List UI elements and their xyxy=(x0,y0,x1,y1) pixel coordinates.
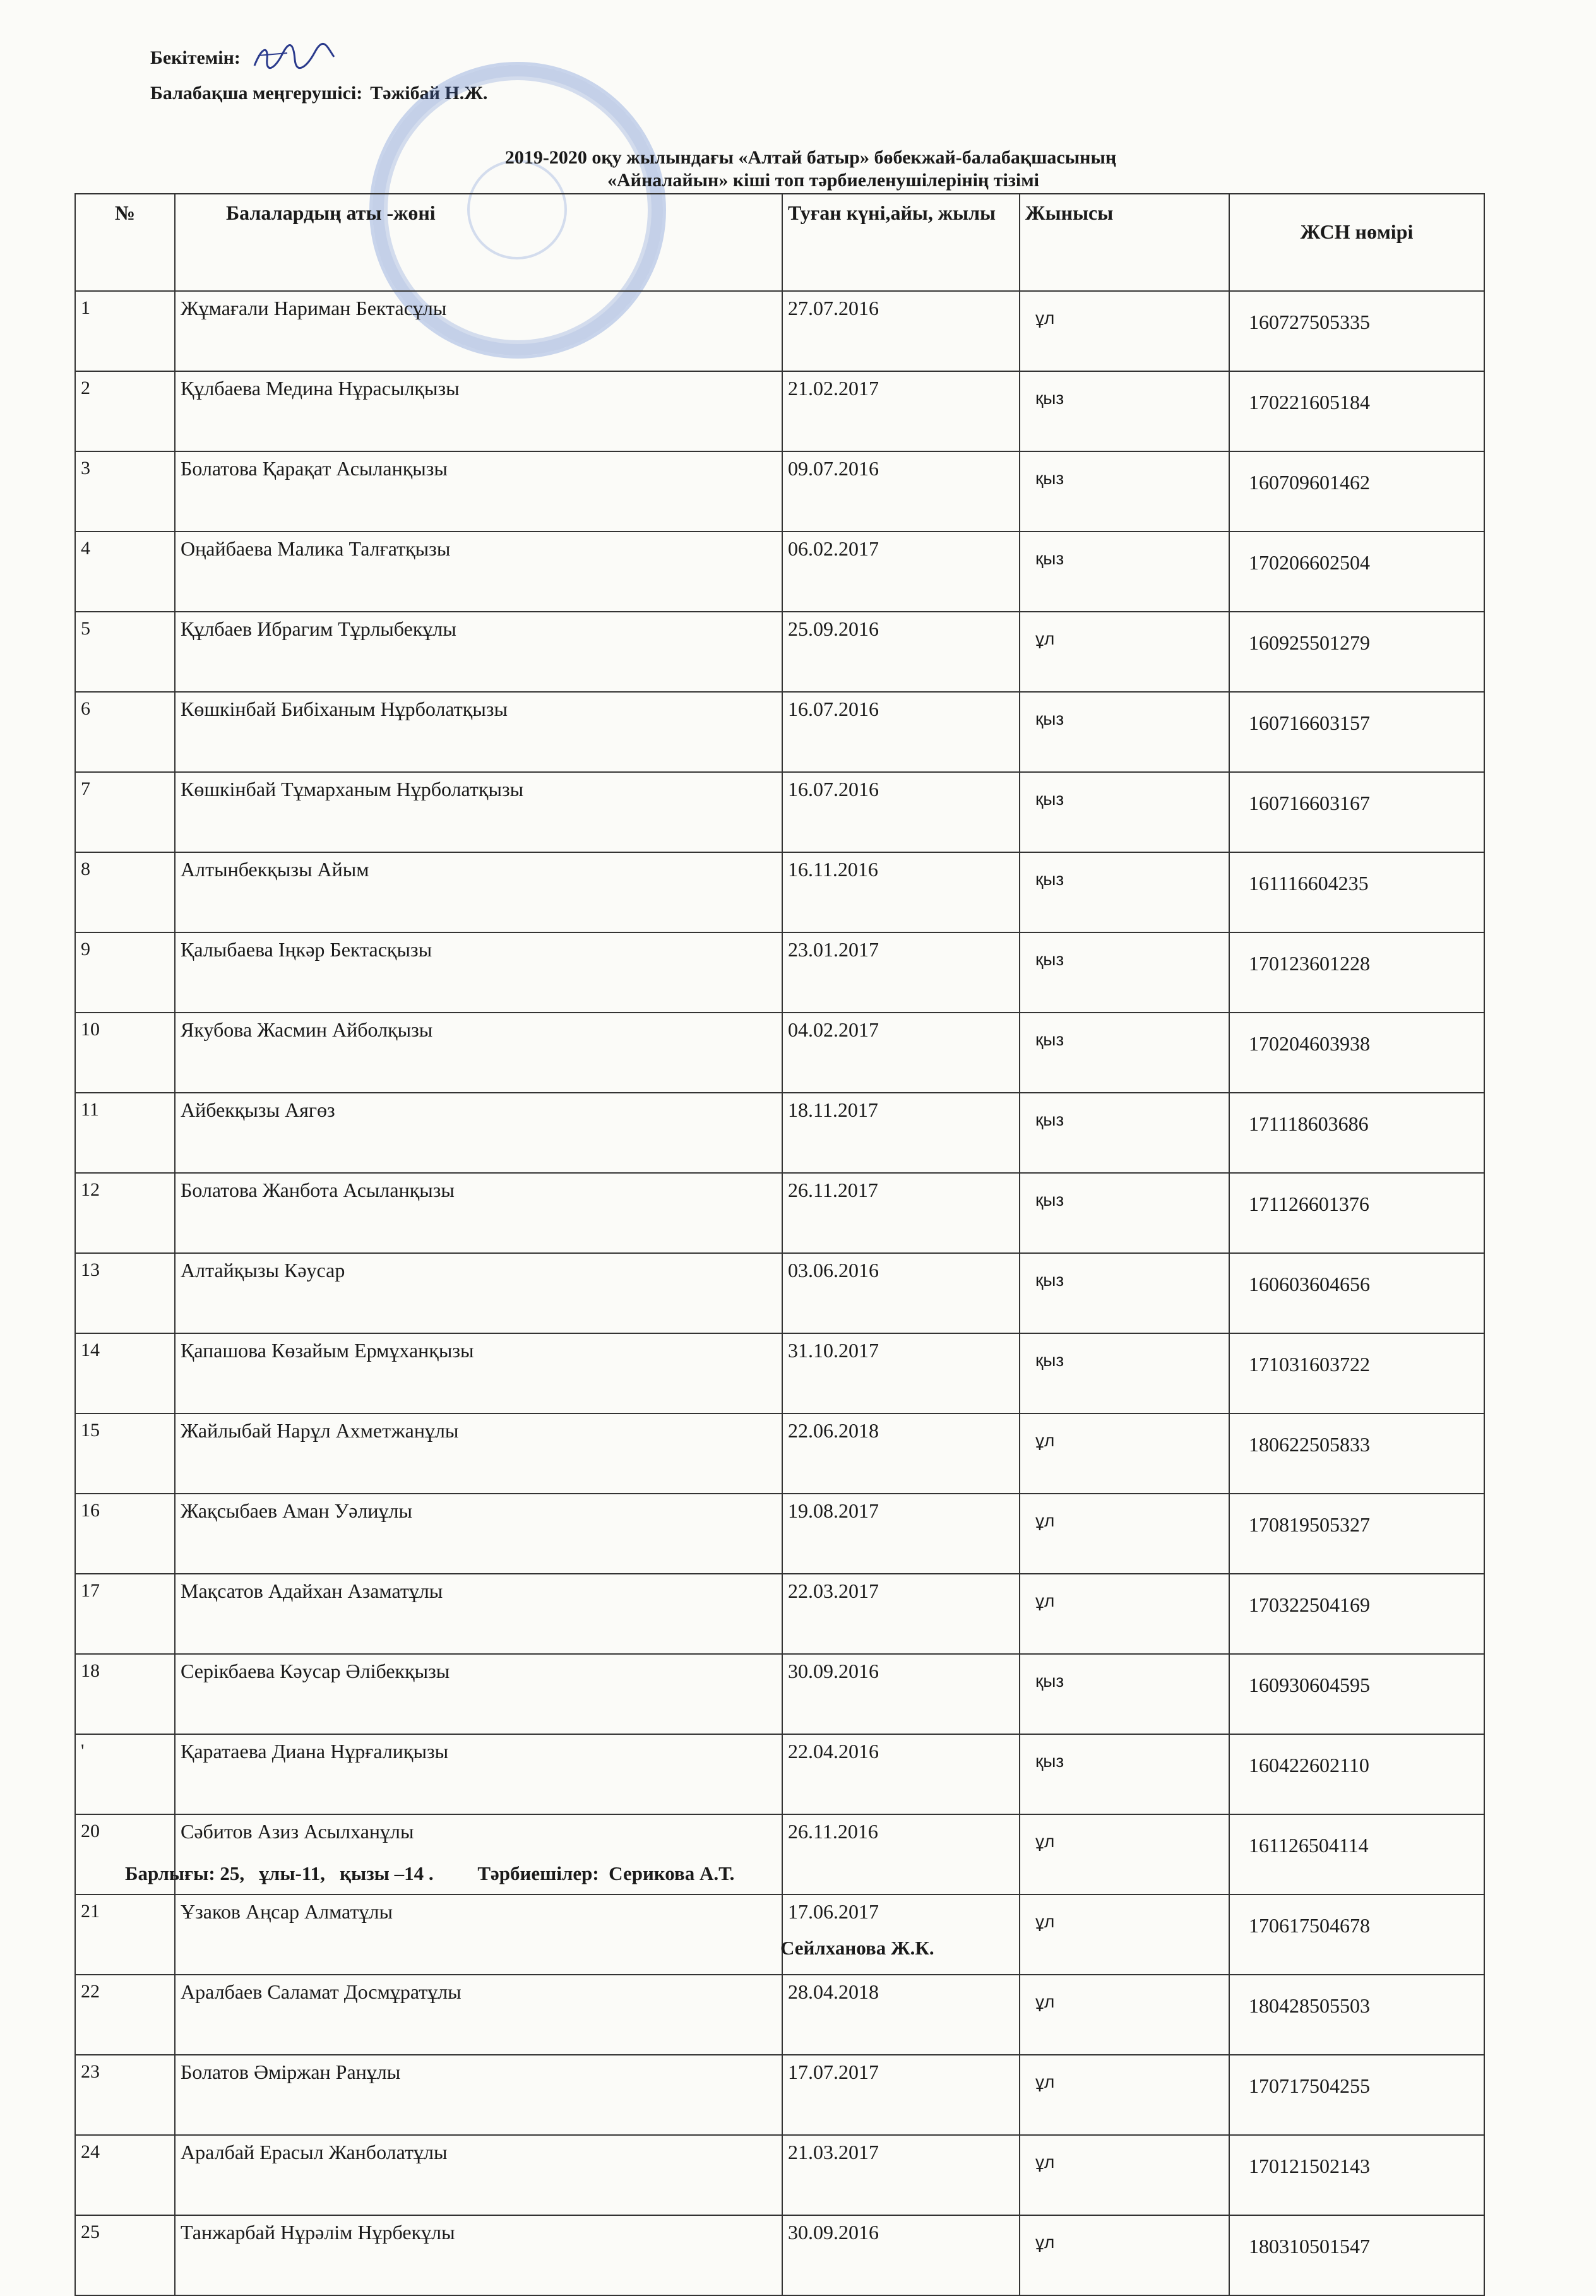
birth-date: 27.07.2016 xyxy=(782,291,1020,371)
child-name: Болатова Қарақат Асыланқызы xyxy=(175,451,782,532)
iin-number: 161116604235 xyxy=(1229,852,1484,932)
table-row xyxy=(75,1975,1484,2055)
birth-date: 17.06.2017 xyxy=(782,1894,1020,1975)
iin-number: 160709601462 xyxy=(1229,451,1484,532)
child-name: Мақсатов Адайхан Азаматұлы xyxy=(175,1574,782,1654)
birth-date: 19.08.2017 xyxy=(782,1494,1020,1574)
header-name: Балалардың аты -жөні xyxy=(175,194,782,291)
table-row xyxy=(75,932,1484,1013)
table-row xyxy=(75,772,1484,852)
row-number: 17 xyxy=(75,1574,175,1654)
footer-summary xyxy=(125,1861,734,1886)
child-sex: қыз xyxy=(1020,852,1229,932)
head-name: Тәжібай Н.Ж. xyxy=(370,83,488,104)
row-number: 6 xyxy=(75,692,175,772)
birth-date: 18.11.2017 xyxy=(782,1093,1020,1173)
head-label: Балабақша меңгерушісі: xyxy=(150,83,363,104)
iin-number: 170123601228 xyxy=(1229,932,1484,1013)
header-number: № xyxy=(75,194,175,291)
birth-date: 21.02.2017 xyxy=(782,371,1020,451)
row-number: 18 xyxy=(75,1654,175,1734)
child-sex: қыз xyxy=(1020,1013,1229,1093)
iin-number: 171118603686 xyxy=(1229,1093,1484,1173)
child-sex: ұл xyxy=(1020,1494,1229,1574)
child-sex: қыз xyxy=(1020,1093,1229,1173)
child-sex: қыз xyxy=(1020,451,1229,532)
child-name: Құлбаев Ибрагим Тұрлыбекұлы xyxy=(175,612,782,692)
child-sex: ұл xyxy=(1020,2135,1229,2215)
row-number: 24 xyxy=(75,2135,175,2215)
child-name: Қаратаева Диана Нұрғалиқызы xyxy=(175,1734,782,1814)
birth-date: 28.04.2018 xyxy=(782,1975,1020,2055)
title-line-1: 2019-2020 оқу жылындағы «Алтай батыр» бөбекжай-балабақшасының xyxy=(504,147,1117,168)
iin-number: 170221605184 xyxy=(1229,371,1484,451)
iin-number: 160716603157 xyxy=(1229,692,1484,772)
birth-date: 22.04.2016 xyxy=(782,1734,1020,1814)
table-header-row xyxy=(75,194,1484,291)
child-name: Құлбаева Медина Нұрасылқызы xyxy=(175,371,782,451)
child-name: Қалыбаева Іңкәр Бектасқызы xyxy=(175,932,782,1013)
table-row xyxy=(75,291,1484,371)
iin-number: 161126504114 xyxy=(1229,1814,1484,1894)
children-table xyxy=(74,193,1485,2296)
iin-number: 160716603167 xyxy=(1229,772,1484,852)
child-sex: қыз xyxy=(1020,1173,1229,1253)
birth-date: 26.11.2017 xyxy=(782,1173,1020,1253)
row-number: 1 xyxy=(75,291,175,371)
header-sex: Жынысы xyxy=(1020,194,1229,291)
child-sex: ұл xyxy=(1020,2215,1229,2295)
iin-number: 171031603722 xyxy=(1229,1333,1484,1413)
iin-number: 170204603938 xyxy=(1229,1013,1484,1093)
iin-number: 160930604595 xyxy=(1229,1654,1484,1734)
iin-number: 171126601376 xyxy=(1229,1173,1484,1253)
birth-date: 06.02.2017 xyxy=(782,532,1020,612)
document-title xyxy=(0,146,1596,192)
birth-date: 30.09.2016 xyxy=(782,1654,1020,1734)
birth-date: 04.02.2017 xyxy=(782,1013,1020,1093)
table-row xyxy=(75,1013,1484,1093)
iin-number: 180622505833 xyxy=(1229,1413,1484,1494)
iin-number: 180428505503 xyxy=(1229,1975,1484,2055)
child-sex: ұл xyxy=(1020,291,1229,371)
child-name: Айбекқызы Аягөз xyxy=(175,1093,782,1173)
table-row xyxy=(75,1894,1484,1975)
child-name: Көшкінбай Бибіханым Нұрболатқызы xyxy=(175,692,782,772)
signature-icon xyxy=(249,40,338,76)
child-sex: қыз xyxy=(1020,932,1229,1013)
table-row xyxy=(75,852,1484,932)
child-sex: ұл xyxy=(1020,1413,1229,1494)
title-line-2: «Айналайын» кіші топ тәрбиеленушілерінің тізімі xyxy=(607,170,1039,191)
table-row xyxy=(75,2215,1484,2295)
child-name: Аралбай Ерасыл Жанболатұлы xyxy=(175,2135,782,2215)
row-number: 5 xyxy=(75,612,175,692)
table-row xyxy=(75,1333,1484,1413)
child-sex: қыз xyxy=(1020,692,1229,772)
row-number: 20 xyxy=(75,1814,175,1894)
child-sex: ұл xyxy=(1020,1574,1229,1654)
child-name: Болатова Жанбота Асыланқызы xyxy=(175,1173,782,1253)
row-number: 4 xyxy=(75,532,175,612)
birth-date: 03.06.2016 xyxy=(782,1253,1020,1333)
child-name: Қапашова Көзайым Ермұханқызы xyxy=(175,1333,782,1413)
table-row xyxy=(75,1494,1484,1574)
child-name: Алтынбекқызы Айым xyxy=(175,852,782,932)
row-number: ' xyxy=(75,1734,175,1814)
child-name: Алтайқызы Кәусар xyxy=(175,1253,782,1333)
iin-number: 170322504169 xyxy=(1229,1574,1484,1654)
iin-number: 160925501279 xyxy=(1229,612,1484,692)
iin-number: 180310501547 xyxy=(1229,2215,1484,2295)
table-row xyxy=(75,2135,1484,2215)
table-row xyxy=(75,371,1484,451)
birth-date: 31.10.2017 xyxy=(782,1333,1020,1413)
child-name: Ұзаков Аңсар Алматұлы xyxy=(175,1894,782,1975)
iin-number: 160422602110 xyxy=(1229,1734,1484,1814)
table-row xyxy=(75,1253,1484,1333)
child-sex: қыз xyxy=(1020,532,1229,612)
birth-date: 16.11.2016 xyxy=(782,852,1020,932)
row-number: 2 xyxy=(75,371,175,451)
child-sex: ұл xyxy=(1020,612,1229,692)
birth-date: 09.07.2016 xyxy=(782,451,1020,532)
iin-number: 160727505335 xyxy=(1229,291,1484,371)
row-number: 11 xyxy=(75,1093,175,1173)
total-count: Барлығы: 25, xyxy=(125,1862,245,1884)
iin-number: 170121502143 xyxy=(1229,2135,1484,2215)
child-sex: қыз xyxy=(1020,772,1229,852)
boys-count: ұлы-11, xyxy=(259,1862,325,1884)
birth-date: 21.03.2017 xyxy=(782,2135,1020,2215)
child-name: Жұмағали Нариман Бектасұлы xyxy=(175,291,782,371)
girls-count: қызы –14 . xyxy=(340,1862,434,1884)
row-number: 16 xyxy=(75,1494,175,1574)
birth-date: 26.11.2016 xyxy=(782,1814,1020,1894)
header-dob: Туған күні,айы, жылы xyxy=(782,194,1020,291)
child-sex: қыз xyxy=(1020,371,1229,451)
birth-date: 16.07.2016 xyxy=(782,772,1020,852)
birth-date: 23.01.2017 xyxy=(782,932,1020,1013)
table-row xyxy=(75,1173,1484,1253)
row-number: 10 xyxy=(75,1013,175,1093)
table-row xyxy=(75,2055,1484,2135)
table-row xyxy=(75,1734,1484,1814)
birth-date: 22.03.2017 xyxy=(782,1574,1020,1654)
birth-date: 30.09.2016 xyxy=(782,2215,1020,2295)
child-name: Серікбаева Кәусар Әлібекқызы xyxy=(175,1654,782,1734)
child-sex: қыз xyxy=(1020,1333,1229,1413)
child-name: Якубова Жасмин Айболқызы xyxy=(175,1013,782,1093)
child-sex: ұл xyxy=(1020,1814,1229,1894)
table-row xyxy=(75,1093,1484,1173)
row-number: 23 xyxy=(75,2055,175,2135)
child-name: Танжарбай Нұрәлім Нұрбекұлы xyxy=(175,2215,782,2295)
header-iin: ЖСН нөмірі xyxy=(1229,194,1484,291)
birth-date: 17.07.2017 xyxy=(782,2055,1020,2135)
row-number: 14 xyxy=(75,1333,175,1413)
row-number: 22 xyxy=(75,1975,175,2055)
table-row xyxy=(75,692,1484,772)
iin-number: 170819505327 xyxy=(1229,1494,1484,1574)
child-sex: қыз xyxy=(1020,1734,1229,1814)
child-sex: қыз xyxy=(1020,1253,1229,1333)
approved-label: Бекітемін: xyxy=(150,47,241,68)
child-name: Жақсыбаев Аман Уәлиұлы xyxy=(175,1494,782,1574)
birth-date: 16.07.2016 xyxy=(782,692,1020,772)
row-number: 21 xyxy=(75,1894,175,1975)
iin-number: 170617504678 xyxy=(1229,1894,1484,1975)
child-name: Көшкінбай Тұмарханым Нұрболатқызы xyxy=(175,772,782,852)
birth-date: 25.09.2016 xyxy=(782,612,1020,692)
child-sex: қыз xyxy=(1020,1654,1229,1734)
table-row xyxy=(75,451,1484,532)
iin-number: 170717504255 xyxy=(1229,2055,1484,2135)
child-name: Сәбитов Азиз Асылханұлы xyxy=(175,1814,782,1894)
row-number: 13 xyxy=(75,1253,175,1333)
iin-number: 160603604656 xyxy=(1229,1253,1484,1333)
row-number: 25 xyxy=(75,2215,175,2295)
row-number: 15 xyxy=(75,1413,175,1494)
row-number: 7 xyxy=(75,772,175,852)
child-sex: ұл xyxy=(1020,2055,1229,2135)
row-number: 8 xyxy=(75,852,175,932)
teacher-1: Серикова А.Т. xyxy=(609,1862,735,1884)
child-name: Оңайбаева Малика Талғатқызы xyxy=(175,532,782,612)
child-sex: ұл xyxy=(1020,1894,1229,1975)
table-row xyxy=(75,1654,1484,1734)
table-row xyxy=(75,612,1484,692)
child-name: Аралбаев Саламат Досмұратұлы xyxy=(175,1975,782,2055)
row-number: 9 xyxy=(75,932,175,1013)
table-row xyxy=(75,532,1484,612)
row-number: 3 xyxy=(75,451,175,532)
child-name: Болатов Әміржан Ранұлы xyxy=(175,2055,782,2135)
teacher-2: Сейлханова Ж.К. xyxy=(780,1937,934,1959)
child-sex: ұл xyxy=(1020,1975,1229,2055)
table-row xyxy=(75,1413,1484,1494)
row-number: 12 xyxy=(75,1173,175,1253)
teachers-label: Тәрбиешілер: xyxy=(477,1862,599,1884)
table-row xyxy=(75,1574,1484,1654)
child-name: Жайлыбай Нарұл Ахметжанұлы xyxy=(175,1413,782,1494)
iin-number: 170206602504 xyxy=(1229,532,1484,612)
birth-date: 22.06.2018 xyxy=(782,1413,1020,1494)
